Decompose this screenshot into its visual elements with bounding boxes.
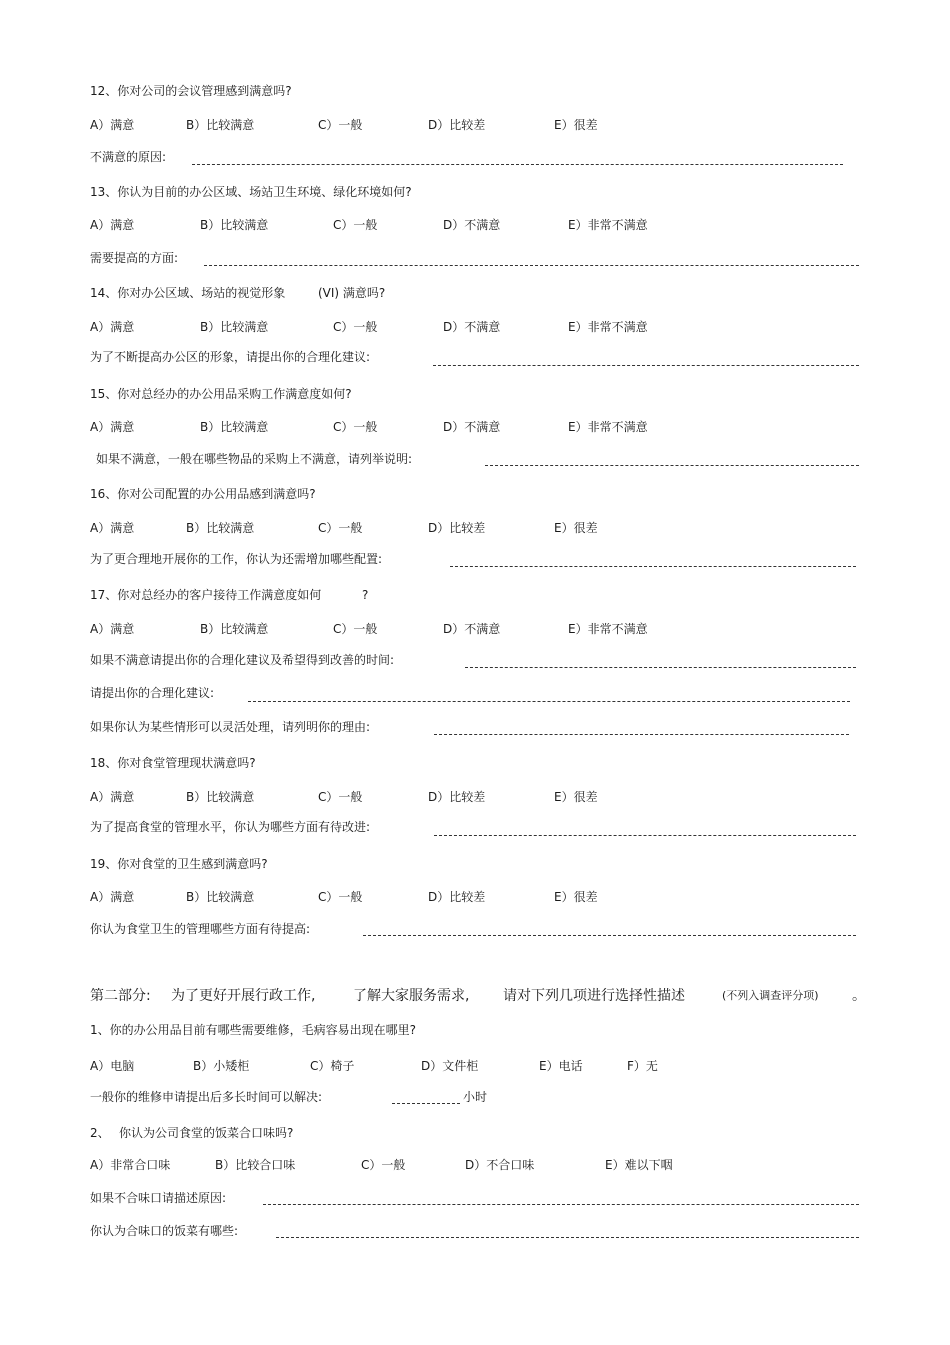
q13-improve-field[interactable] — [204, 265, 859, 266]
q18-option-d[interactable]: D）比较差 — [428, 790, 486, 804]
q13-improve-label: 需要提高的方面: — [90, 251, 179, 265]
part2-question-1-title: 1、你的办公用品目前有哪些需要维修，毛病容易出现在哪里? — [90, 1023, 417, 1037]
q16-config-field[interactable] — [450, 566, 856, 567]
q12-reason-label: 不满意的原因: — [90, 150, 167, 164]
question-13-title: 13、你认为目前的办公区域、场站卫生环境、绿化环境如何? — [90, 185, 412, 199]
q15-detail-field[interactable] — [485, 465, 859, 466]
q14-option-d[interactable]: D）不满意 — [443, 320, 501, 334]
p2q2-reason-label: 如果不合味口请描述原因: — [90, 1191, 227, 1205]
question-19-title: 19、你对食堂的卫生感到满意吗? — [90, 857, 268, 871]
p2q1-repair-time-label: 一般你的维修申请提出后多长时间可以解决: — [90, 1090, 323, 1104]
question-12-title: 12、你对公司的会议管理感到满意吗? — [90, 84, 292, 98]
question-14-title-vi: (VI) 满意吗? — [318, 286, 386, 300]
q13-option-a[interactable]: A）满意 — [90, 218, 135, 232]
q14-option-a[interactable]: A）满意 — [90, 320, 135, 334]
q17-flexible-reason-label: 如果你认为某些情形可以灵活处理，请列明你的理由: — [90, 720, 371, 734]
q17-option-a[interactable]: A）满意 — [90, 622, 135, 636]
q19-option-c[interactable]: C）一般 — [318, 890, 363, 904]
q12-option-c[interactable]: C）一般 — [318, 118, 363, 132]
q17-flexible-reason-field[interactable] — [434, 734, 849, 735]
q15-option-b[interactable]: B）比较满意 — [200, 420, 269, 434]
q19-option-e[interactable]: E）很差 — [554, 890, 598, 904]
q18-improve-field[interactable] — [434, 835, 856, 836]
q16-option-e[interactable]: E）很差 — [554, 521, 598, 535]
q19-improve-label: 你认为食堂卫生的管理哪些方面有待提高: — [90, 922, 311, 936]
q17-option-d[interactable]: D）不满意 — [443, 622, 501, 636]
p2q1-option-e[interactable]: E）电话 — [539, 1059, 583, 1073]
part2-heading-purpose: 为了更好开展行政工作, — [171, 988, 316, 1004]
p2q1-option-b[interactable]: B）小矮柜 — [193, 1059, 250, 1073]
question-14-title: 14、你对办公区域、场站的视觉形象 — [90, 286, 286, 300]
p2q1-repair-time-field[interactable] — [392, 1103, 460, 1104]
q15-detail-label: 如果不满意，一般在哪些物品的采购上不满意，请列举说明: — [96, 452, 413, 466]
q19-improve-field[interactable] — [363, 935, 856, 936]
q17-suggestion-field[interactable] — [248, 701, 850, 702]
q16-option-b[interactable]: B）比较满意 — [186, 521, 255, 535]
q17-improve-time-label: 如果不满意请提出你的合理化建议及希望得到改善的时间: — [90, 653, 395, 667]
question-17-title-mark: ? — [362, 588, 369, 602]
p2q2-option-a[interactable]: A）非常合口味 — [90, 1158, 171, 1172]
q18-option-e[interactable]: E）很差 — [554, 790, 598, 804]
p2q1-option-d[interactable]: D）文件柜 — [421, 1059, 479, 1073]
p2q1-repair-time-unit: 小时 — [463, 1090, 488, 1104]
q13-option-d[interactable]: D）不满意 — [443, 218, 501, 232]
question-15-title: 15、你对总经办的办公用品采购工作满意度如何? — [90, 387, 352, 401]
q17-option-b[interactable]: B）比较满意 — [200, 622, 269, 636]
question-18-title: 18、你对食堂管理现状满意吗? — [90, 756, 256, 770]
q18-option-a[interactable]: A）满意 — [90, 790, 135, 804]
part2-heading-needs: 了解大家服务需求, — [353, 988, 470, 1004]
q14-option-c[interactable]: C）一般 — [333, 320, 378, 334]
q12-reason-field[interactable] — [192, 164, 843, 165]
p2q2-option-e[interactable]: E）难以下咽 — [605, 1158, 673, 1172]
p2q2-option-d[interactable]: D）不合口味 — [465, 1158, 535, 1172]
q12-option-d[interactable]: D）比较差 — [428, 118, 486, 132]
q14-option-b[interactable]: B）比较满意 — [200, 320, 269, 334]
part2-question-2-number: 2、 — [90, 1126, 110, 1140]
q12-option-e[interactable]: E）很差 — [554, 118, 598, 132]
q15-option-e[interactable]: E）非常不满意 — [568, 420, 648, 434]
q18-option-b[interactable]: B）比较满意 — [186, 790, 255, 804]
p2q1-option-f[interactable]: F）无 — [627, 1059, 658, 1073]
q15-option-a[interactable]: A）满意 — [90, 420, 135, 434]
p2q1-option-a[interactable]: A）电脑 — [90, 1059, 135, 1073]
q16-option-d[interactable]: D）比较差 — [428, 521, 486, 535]
q16-option-a[interactable]: A）满意 — [90, 521, 135, 535]
q14-option-e[interactable]: E）非常不满意 — [568, 320, 648, 334]
part2-heading-note: (不列入调查评分项) — [722, 989, 819, 1002]
q19-option-a[interactable]: A）满意 — [90, 890, 135, 904]
question-16-title: 16、你对公司配置的办公用品感到满意吗? — [90, 487, 316, 501]
q14-suggestion-label: 为了不断提高办公区的形象，请提出你的合理化建议: — [90, 350, 371, 364]
part2-question-2-title: 你认为公司食堂的饭菜合口味吗? — [119, 1126, 294, 1140]
q13-option-b[interactable]: B）比较满意 — [200, 218, 269, 232]
q17-option-c[interactable]: C）一般 — [333, 622, 378, 636]
q16-config-label: 为了更合理地开展你的工作，你认为还需增加哪些配置: — [90, 552, 383, 566]
q19-option-d[interactable]: D）比较差 — [428, 890, 486, 904]
q12-option-b[interactable]: B）比较满意 — [186, 118, 255, 132]
p2q1-option-c[interactable]: C）椅子 — [310, 1059, 355, 1073]
part2-heading-end: 。 — [852, 988, 866, 1004]
part2-heading-label: 第二部分: — [90, 988, 151, 1004]
q17-option-e[interactable]: E）非常不满意 — [568, 622, 648, 636]
q15-option-c[interactable]: C）一般 — [333, 420, 378, 434]
q18-option-c[interactable]: C）一般 — [318, 790, 363, 804]
q18-improve-label: 为了提高食堂的管理水平，你认为哪些方面有待改进: — [90, 820, 371, 834]
question-17-title: 17、你对总经办的客户接待工作满意度如何 — [90, 588, 322, 602]
p2q2-option-c[interactable]: C）一般 — [361, 1158, 406, 1172]
p2q2-reason-field[interactable] — [263, 1204, 859, 1205]
q17-improve-time-field[interactable] — [465, 667, 856, 668]
q15-option-d[interactable]: D）不满意 — [443, 420, 501, 434]
p2q2-option-b[interactable]: B）比较合口味 — [215, 1158, 296, 1172]
q13-option-e[interactable]: E）非常不满意 — [568, 218, 648, 232]
q14-suggestion-field[interactable] — [433, 365, 859, 366]
part2-heading-instruction: 请对下列几项进行选择性描述 — [503, 988, 685, 1004]
q12-option-a[interactable]: A）满意 — [90, 118, 135, 132]
q19-option-b[interactable]: B）比较满意 — [186, 890, 255, 904]
q17-suggestion-label: 请提出你的合理化建议: — [90, 686, 215, 700]
p2q2-dishes-field[interactable] — [276, 1237, 859, 1238]
q13-option-c[interactable]: C）一般 — [333, 218, 378, 232]
p2q2-dishes-label: 你认为合味口的饭菜有哪些: — [90, 1224, 239, 1238]
q16-option-c[interactable]: C）一般 — [318, 521, 363, 535]
